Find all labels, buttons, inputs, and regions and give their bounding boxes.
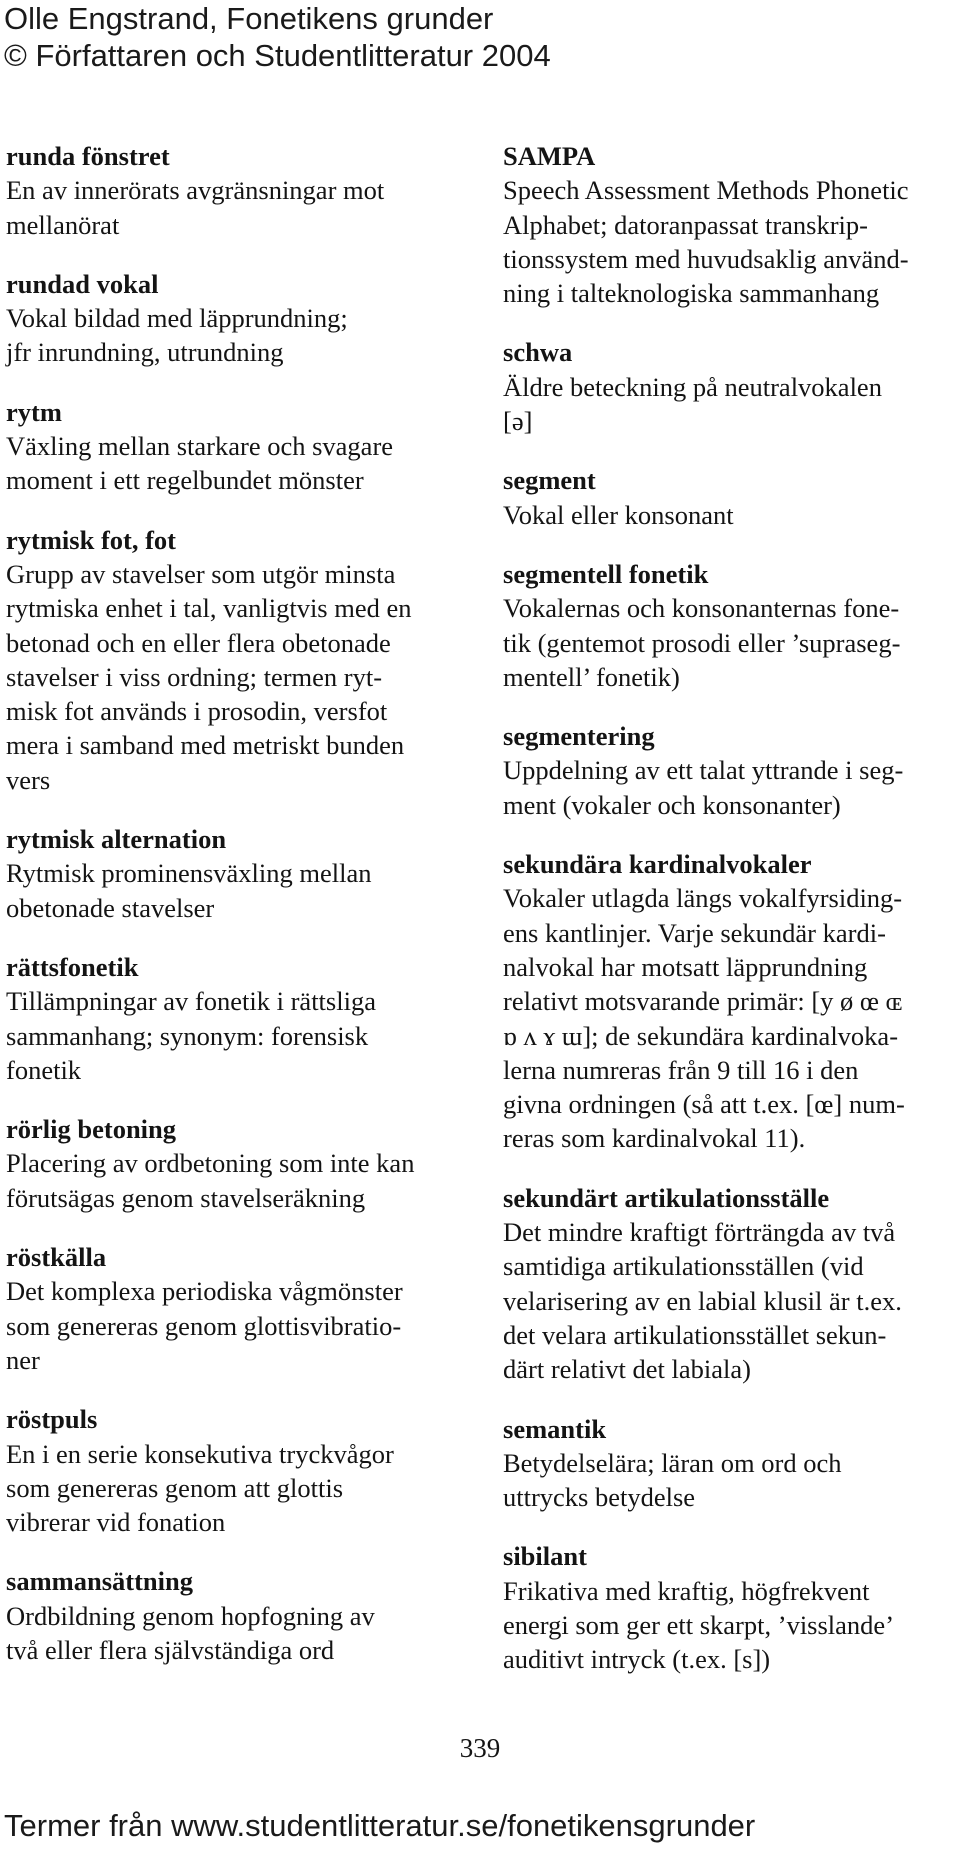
right-glossary-column [503,139,953,1702]
glossary-term: rytmisk alternation [6,824,227,855]
glossary-definition [6,429,476,498]
header-author-title: Olle Engstrand, Fonetikens grunder [4,1,494,36]
glossary-term: röstpuls [6,1404,98,1435]
definition-line: fonetik [6,1054,82,1085]
glossary-entry [6,822,476,925]
glossary-entry [6,1564,476,1667]
glossary-term: rytm [6,396,62,427]
definition-line: Äldre beteckning på neutralvokalen [503,371,882,402]
glossary-definition [6,984,476,1087]
definition-line: reras som kardinalvokal 11). [503,1123,806,1154]
definition-line: Vokaler utlagda längs vokalfyrsiding- [503,883,903,914]
definition-line: nalvokal har motsatt läpprundning [503,951,868,982]
glossary-definition [503,591,953,694]
glossary-entry [503,847,953,1156]
glossary-entry [503,463,953,532]
glossary-term: röstkälla [6,1242,107,1273]
definition-line: Frikativa med kraftig, högfrekvent [503,1575,870,1606]
glossary-entry [503,335,953,438]
glossary-term: semantik [503,1413,607,1444]
glossary-definition [503,370,953,439]
definition-line: samtidiga artikulationsställen (vid [503,1251,864,1282]
definition-line: ning i talteknologiska sammanhang [503,278,880,309]
glossary-entry [6,523,476,797]
definition-line: Växling mellan starkare och svagare [6,431,394,462]
glossary-term: SAMPA [503,141,596,171]
definition-line: energi som ger ett skarpt, ’visslande’ [503,1609,895,1640]
glossary-definition [6,557,476,797]
glossary-term: sekundära kardinalvokaler [503,849,812,880]
definition-line: vibrerar vid fonation [6,1507,226,1538]
definition-line: misk fot används i prosodin, versfot [6,696,388,727]
definition-line: velarisering av en labial klusil är t.ex. [503,1285,902,1316]
definition-line: Alphabet; datoranpassat transkrip- [503,209,868,240]
definition-line: sammanhang; synonym: forensisk [6,1020,369,1051]
glossary-entry [503,1539,953,1676]
glossary-term: rundad vokal [6,268,159,299]
glossary-definition [6,1437,476,1540]
definition-line: två eller flera självständiga ord [6,1634,335,1665]
definition-line: ɒ ʌ ɤ ɯ]; de sekundära kardinalvoka- [503,1020,899,1051]
page-number: 339 [459,1733,501,1763]
definition-line: [ə] [503,406,533,437]
glossary-term: rytmisk fot, fot [6,524,176,555]
definition-line: det velara artikulationsstället sekun- [503,1319,887,1350]
definition-line: moment i ett regelbundet mönster [6,465,364,496]
glossary-term: runda fönstret [6,141,170,171]
definition-line: Tillämpningar av fonetik i rättsliga [6,986,376,1017]
glossary-entry [6,950,476,1087]
glossary-definition [503,498,953,532]
glossary-term: sibilant [503,1541,587,1572]
definition-line: Vokal eller konsonant [503,499,734,530]
definition-line: mellanörat [6,209,120,240]
definition-line: Vokalernas och konsonanternas fone- [503,593,900,624]
glossary-definition [6,1599,476,1668]
definition-line: obetonade stavelser [6,892,215,923]
definition-line: Betydelselära; läran om ord och [503,1447,842,1478]
left-glossary-column [6,139,476,1692]
definition-line: auditivt intryck (t.ex. [s]) [503,1644,771,1675]
glossary-term: schwa [503,337,573,368]
definition-line: Uppdelning av ett talat yttrande i seg- [503,755,904,786]
definition-line: tik (gentemot prosodi eller ’supraseg- [503,627,901,658]
glossary-definition [503,1215,953,1386]
glossary-definition [6,1274,476,1377]
definition-line: ner [6,1344,40,1375]
glossary-term: sekundärt artikulationsställe [503,1182,830,1213]
glossary-definition [503,753,953,822]
glossary-definition [6,173,476,242]
glossary-entry [503,139,953,310]
definition-line: förutsägas genom stavelseräkning [6,1182,366,1213]
definition-line: mera i samband med metriskt bunden [6,730,405,761]
glossary-entry [6,1240,476,1377]
definition-line: stavelser i viss ordning; termen ryt- [6,661,383,692]
glossary-entry [503,1181,953,1387]
definition-line: tionssystem med huvudsaklig använd- [503,243,909,274]
definition-line: Vokal bildad med läpprundning; [6,303,348,334]
glossary-definition [503,1446,953,1515]
glossary-entry [503,557,953,694]
definition-line: givna ordningen (så att t.ex. [œ] num- [503,1089,905,1120]
glossary-entry [6,395,476,498]
glossary-term: segment [503,465,596,496]
definition-line: En av innerörats avgränsningar mot [6,175,385,206]
definition-line: Det komplexa periodiska vågmönster [6,1276,403,1307]
definition-line: som genereras genom glottisvibratio- [6,1310,402,1341]
page-header [4,0,551,74]
definition-line: uttrycks betydelse [503,1482,696,1513]
glossary-entry [6,139,476,242]
definition-line: Ordbildning genom hopfogning av [6,1600,375,1631]
glossary-definition [503,1574,953,1677]
definition-line: Det mindre kraftigt förträngda av två [503,1217,896,1248]
glossary-definition [6,1146,476,1215]
glossary-term: rättsfonetik [6,951,139,982]
page-footer-url: Termer från www.studentlitteratur.se/fonetikensgrunder [4,1808,756,1843]
definition-line: jfr inrundning, utrundning [6,337,284,368]
definition-line: mentell’ fonetik) [503,661,680,692]
glossary-entry [503,719,953,822]
definition-line: Rytmisk prominensväxling mellan [6,858,372,889]
glossary-definition [503,173,953,310]
definition-line: Placering av ordbetoning som inte kan [6,1148,415,1179]
glossary-definition [503,881,953,1155]
definition-line: relativt motsvarande primär: [y ø œ ɶ [503,986,903,1017]
definition-line: vers [6,764,51,795]
definition-line: Speech Assessment Methods Phonetic [503,175,909,206]
glossary-definition [6,856,476,925]
definition-line: lerna numreras från 9 till 16 i den [503,1054,859,1085]
header-copyright: © Författaren och Studentlitteratur 2004 [4,38,551,73]
glossary-entry [6,267,476,370]
glossary-entry [6,1402,476,1539]
glossary-entry [6,1112,476,1215]
glossary-term: sammansättning [6,1566,194,1597]
glossary-term: segmentell fonetik [503,558,709,589]
definition-line: En i en serie konsekutiva tryckvågor [6,1438,394,1469]
glossary-entry [503,1412,953,1515]
definition-line: ens kantlinjer. Varje sekundär kardi- [503,917,886,948]
definition-line: därt relativt det labiala) [503,1354,751,1385]
glossary-term: segmentering [503,721,655,752]
glossary-definition [6,301,476,370]
definition-line: rytmiska enhet i tal, vanligtvis med en [6,593,412,624]
definition-line: betonad och en eller flera obetonade [6,627,391,658]
definition-line: som genereras genom att glottis [6,1472,344,1503]
definition-line: Grupp av stavelser som utgör minsta [6,558,396,589]
glossary-term: rörlig betoning [6,1114,177,1145]
definition-line: ment (vokaler och konsonanter) [503,789,841,820]
